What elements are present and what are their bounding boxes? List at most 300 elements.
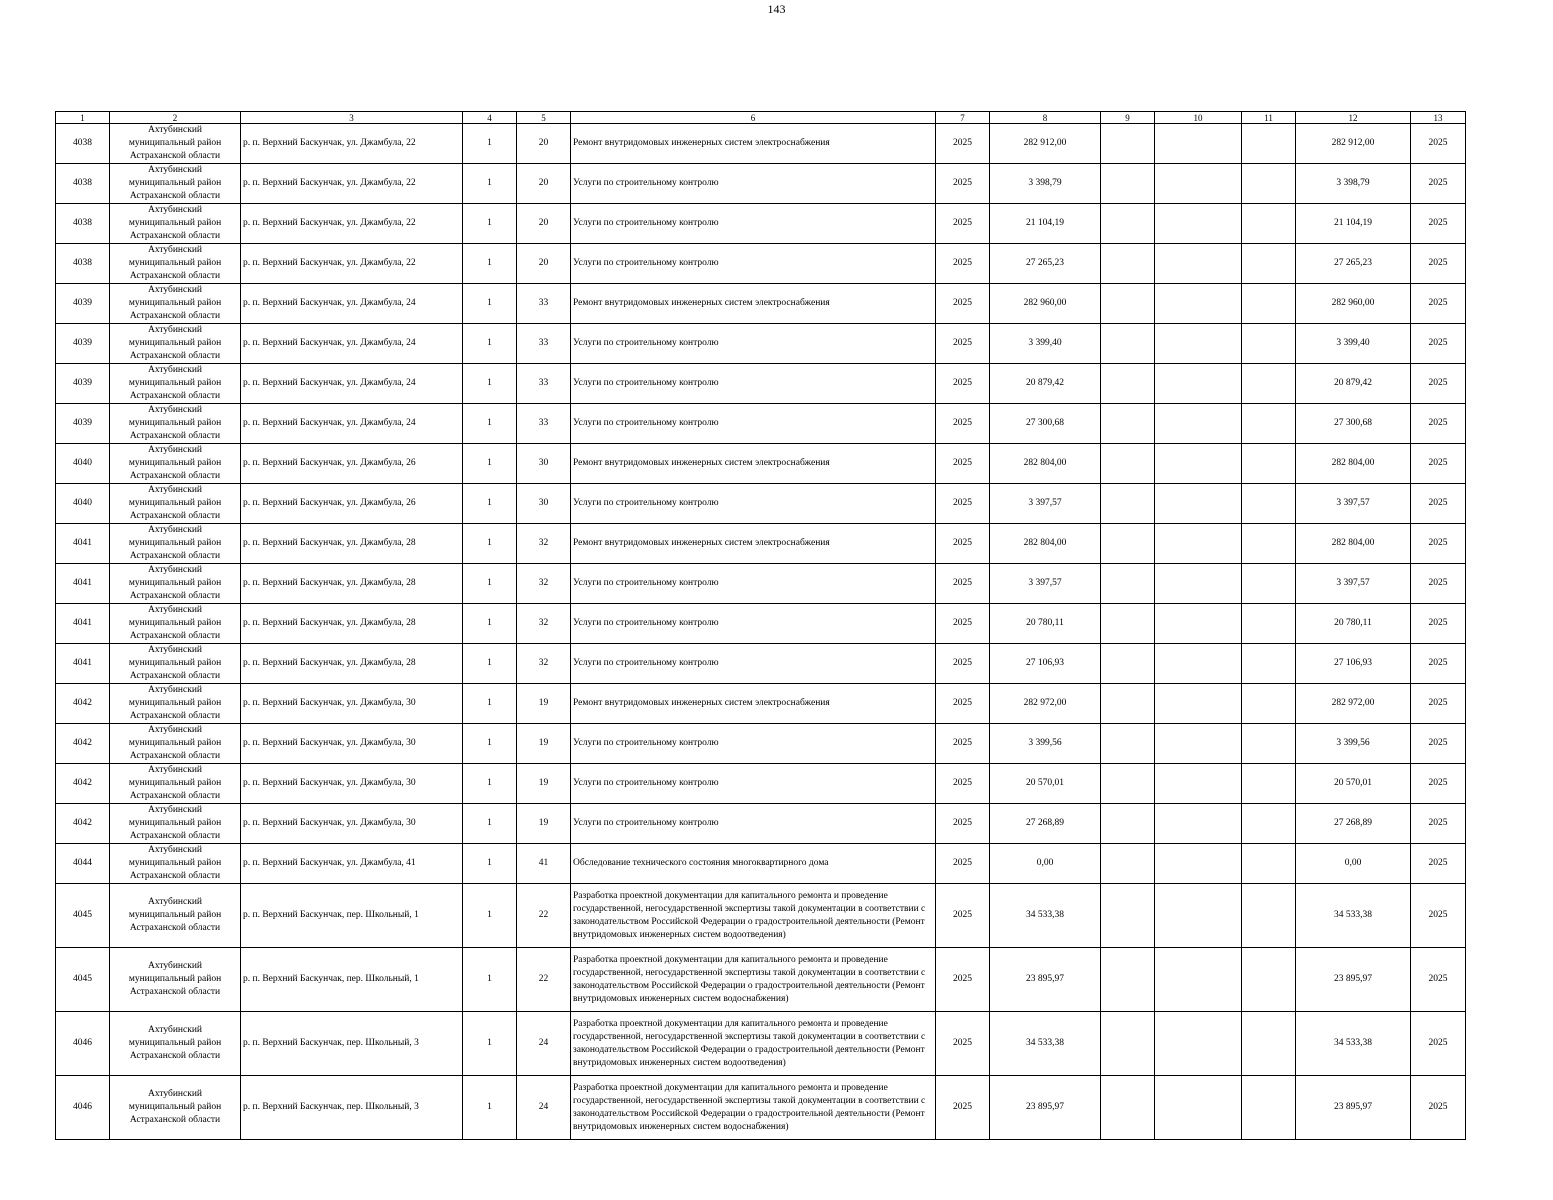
row-number-cell: 4038 [56, 164, 110, 204]
column-header-5: 5 [517, 112, 571, 124]
col-9-value-cell [1101, 404, 1155, 444]
col-12-amount-cell: 282 960,00 [1296, 284, 1411, 324]
col-11-value-cell [1242, 484, 1296, 524]
address-cell: р. п. Верхний Баскунчак, пер. Школьный, 1 [241, 948, 463, 1012]
table-row [56, 444, 1466, 484]
col-11-value-cell [1242, 1076, 1296, 1140]
col-5-value-cell: 32 [517, 644, 571, 684]
col-5-value-cell: 20 [517, 244, 571, 284]
municipality-cell [110, 884, 241, 948]
col-13-year-cell: 2025 [1411, 948, 1466, 1012]
col-4-value-cell: 1 [463, 324, 517, 364]
col-4-value-cell: 1 [463, 484, 517, 524]
col-9-value-cell [1101, 764, 1155, 804]
col-9-value-cell [1101, 604, 1155, 644]
municipality-line: Астраханской области [129, 831, 221, 841]
municipality-line: Ахтубинский [147, 605, 203, 615]
municipality-line: Астраханской области [129, 231, 221, 241]
col-12-amount-cell: 27 300,68 [1296, 404, 1411, 444]
column-number-header [56, 112, 1466, 124]
municipality-line: муниципальный район [128, 458, 222, 468]
work-type-cell: Услуги по строительному контролю [571, 204, 936, 244]
municipality-line: Ахтубинский [147, 165, 203, 175]
col-13-year-cell: 2025 [1411, 404, 1466, 444]
municipality-line: Астраханской области [129, 791, 221, 801]
col-13-year-cell: 2025 [1411, 1012, 1466, 1076]
municipality-line: муниципальный район [128, 578, 222, 588]
col-13-year-cell: 2025 [1411, 724, 1466, 764]
work-type-cell: Ремонт внутридомовых инженерных систем электроснабжения [571, 444, 936, 484]
municipality-cell [110, 948, 241, 1012]
col-7-year-cell: 2025 [936, 284, 990, 324]
row-number-cell: 4041 [56, 644, 110, 684]
col-5-value-cell: 33 [517, 284, 571, 324]
col-7-year-cell: 2025 [936, 484, 990, 524]
row-number-cell: 4040 [56, 484, 110, 524]
col-9-value-cell [1101, 644, 1155, 684]
col-9-value-cell [1101, 364, 1155, 404]
col-4-value-cell: 1 [463, 644, 517, 684]
work-type-cell: Разработка проектной документации для капитального ремонта и проведение государственной, негосударственной экспертизы такой документации в соответствии с законодательством Российской Федерации о градостроительной деятельности (Ремонт внутридомовых инженерных систем водоснабжения) [571, 948, 936, 1012]
col-11-value-cell [1242, 444, 1296, 484]
col-7-year-cell: 2025 [936, 948, 990, 1012]
municipality-line: Астраханской области [129, 871, 221, 881]
col-4-value-cell: 1 [463, 724, 517, 764]
work-type-cell: Услуги по строительному контролю [571, 604, 936, 644]
municipality-line: муниципальный район [128, 1102, 222, 1112]
col-8-amount-cell: 27 268,89 [990, 804, 1101, 844]
col-8-amount-cell: 282 960,00 [990, 284, 1101, 324]
municipality-cell [110, 604, 241, 644]
municipality-line: Ахтубинский [147, 645, 203, 655]
municipality-line: Ахтубинский [147, 365, 203, 375]
municipality-line: муниципальный район [128, 498, 222, 508]
column-header-9: 9 [1101, 112, 1155, 124]
table-row [56, 604, 1466, 644]
col-12-amount-cell: 3 397,57 [1296, 564, 1411, 604]
col-4-value-cell: 1 [463, 1012, 517, 1076]
col-5-value-cell: 22 [517, 884, 571, 948]
col-13-year-cell: 2025 [1411, 884, 1466, 948]
col-4-value-cell: 1 [463, 244, 517, 284]
municipality-cell [110, 364, 241, 404]
col-4-value-cell: 1 [463, 684, 517, 724]
address-cell: р. п. Верхний Баскунчак, ул. Джамбула, 24 [241, 404, 463, 444]
col-10-value-cell [1155, 244, 1242, 284]
col-7-year-cell: 2025 [936, 844, 990, 884]
table-row [56, 404, 1466, 444]
address-cell: р. п. Верхний Баскунчак, ул. Джамбула, 30 [241, 764, 463, 804]
row-number-cell: 4041 [56, 604, 110, 644]
col-12-amount-cell: 3 399,56 [1296, 724, 1411, 764]
col-5-value-cell: 19 [517, 724, 571, 764]
col-7-year-cell: 2025 [936, 1076, 990, 1140]
col-11-value-cell [1242, 564, 1296, 604]
municipality-cell [110, 244, 241, 284]
col-7-year-cell: 2025 [936, 524, 990, 564]
work-type-cell: Разработка проектной документации для капитального ремонта и проведение государственной, негосударственной экспертизы такой документации в соответствии с законодательством Российской Федерации о градостроительной деятельности (Ремонт внутридомовых инженерных систем водоотведения) [571, 1012, 936, 1076]
col-11-value-cell [1242, 164, 1296, 204]
municipality-line: муниципальный район [128, 378, 222, 388]
col-11-value-cell [1242, 124, 1296, 164]
address-cell: р. п. Верхний Баскунчак, ул. Джамбула, 41 [241, 844, 463, 884]
address-cell: р. п. Верхний Баскунчак, ул. Джамбула, 30 [241, 804, 463, 844]
column-header-10: 10 [1155, 112, 1242, 124]
col-10-value-cell [1155, 1076, 1242, 1140]
table-row [56, 1076, 1466, 1140]
work-type-cell: Ремонт внутридомовых инженерных систем электроснабжения [571, 284, 936, 324]
col-4-value-cell: 1 [463, 404, 517, 444]
col-8-amount-cell: 282 972,00 [990, 684, 1101, 724]
col-12-amount-cell: 21 104,19 [1296, 204, 1411, 244]
col-5-value-cell: 24 [517, 1012, 571, 1076]
col-7-year-cell: 2025 [936, 724, 990, 764]
col-13-year-cell: 2025 [1411, 244, 1466, 284]
municipality-cell [110, 1076, 241, 1140]
row-number-cell: 4039 [56, 364, 110, 404]
table-row [56, 364, 1466, 404]
work-type-cell: Услуги по строительному контролю [571, 484, 936, 524]
col-8-amount-cell: 23 895,97 [990, 948, 1101, 1012]
table-row [56, 884, 1466, 948]
municipality-line: Астраханской области [129, 191, 221, 201]
column-header-6: 6 [571, 112, 936, 124]
col-5-value-cell: 32 [517, 524, 571, 564]
municipality-line: Астраханской области [129, 511, 221, 521]
municipality-line: Ахтубинский [147, 405, 203, 415]
col-8-amount-cell: 20 570,01 [990, 764, 1101, 804]
address-cell: р. п. Верхний Баскунчак, ул. Джамбула, 28 [241, 604, 463, 644]
column-header-3: 3 [241, 112, 463, 124]
col-11-value-cell [1242, 804, 1296, 844]
table-row [56, 244, 1466, 284]
municipality-line: Астраханской области [129, 551, 221, 561]
table-row [56, 764, 1466, 804]
municipality-line: муниципальный район [128, 258, 222, 268]
col-4-value-cell: 1 [463, 204, 517, 244]
table-row [56, 564, 1466, 604]
col-8-amount-cell: 0,00 [990, 844, 1101, 884]
municipality-cell [110, 124, 241, 164]
municipality-line: муниципальный район [128, 178, 222, 188]
col-10-value-cell [1155, 884, 1242, 948]
municipality-cell [110, 324, 241, 364]
municipality-line: Астраханской области [129, 923, 221, 933]
col-8-amount-cell: 34 533,38 [990, 1012, 1101, 1076]
col-4-value-cell: 1 [463, 764, 517, 804]
col-9-value-cell [1101, 324, 1155, 364]
col-13-year-cell: 2025 [1411, 764, 1466, 804]
col-13-year-cell: 2025 [1411, 644, 1466, 684]
col-9-value-cell [1101, 884, 1155, 948]
col-10-value-cell [1155, 684, 1242, 724]
municipality-line: Ахтубинский [147, 897, 203, 907]
work-type-cell: Услуги по строительному контролю [571, 364, 936, 404]
repair-schedule-table [55, 111, 1466, 1140]
col-11-value-cell [1242, 364, 1296, 404]
col-11-value-cell [1242, 644, 1296, 684]
col-4-value-cell: 1 [463, 1076, 517, 1140]
address-cell: р. п. Верхний Баскунчак, ул. Джамбула, 28 [241, 644, 463, 684]
column-header-2: 2 [110, 112, 241, 124]
col-4-value-cell: 1 [463, 124, 517, 164]
column-header-7: 7 [936, 112, 990, 124]
work-type-cell: Разработка проектной документации для капитального ремонта и проведение государственной, негосударственной экспертизы такой документации в соответствии с законодательством Российской Федерации о градостроительной деятельности (Ремонт внутридомовых инженерных систем водоснабжения) [571, 1076, 936, 1140]
municipality-line: Ахтубинский [147, 565, 203, 575]
col-8-amount-cell: 3 397,57 [990, 564, 1101, 604]
work-type-cell: Услуги по строительному контролю [571, 724, 936, 764]
municipality-line: муниципальный район [128, 618, 222, 628]
row-number-cell: 4038 [56, 124, 110, 164]
municipality-cell [110, 764, 241, 804]
col-4-value-cell: 1 [463, 884, 517, 948]
municipality-line: Астраханской области [129, 1115, 221, 1125]
municipality-line: Астраханской области [129, 271, 221, 281]
col-13-year-cell: 2025 [1411, 204, 1466, 244]
municipality-cell [110, 484, 241, 524]
col-4-value-cell: 1 [463, 604, 517, 644]
address-cell: р. п. Верхний Баскунчак, пер. Школьный, 3 [241, 1076, 463, 1140]
row-number-cell: 4042 [56, 684, 110, 724]
col-12-amount-cell: 20 879,42 [1296, 364, 1411, 404]
col-12-amount-cell: 3 397,57 [1296, 484, 1411, 524]
work-type-cell: Разработка проектной документации для капитального ремонта и проведение государственной, негосударственной экспертизы такой документации в соответствии с законодательством Российской Федерации о градостроительной деятельности (Ремонт внутридомовых инженерных систем водоотведения) [571, 884, 936, 948]
col-10-value-cell [1155, 764, 1242, 804]
col-12-amount-cell: 27 268,89 [1296, 804, 1411, 844]
col-11-value-cell [1242, 884, 1296, 948]
col-4-value-cell: 1 [463, 804, 517, 844]
col-12-amount-cell: 0,00 [1296, 844, 1411, 884]
table-row [56, 724, 1466, 764]
work-type-cell: Ремонт внутридомовых инженерных систем электроснабжения [571, 684, 936, 724]
municipality-line: Ахтубинский [147, 485, 203, 495]
row-number-cell: 4045 [56, 884, 110, 948]
col-7-year-cell: 2025 [936, 684, 990, 724]
municipality-line: Астраханской области [129, 151, 221, 161]
work-type-cell: Услуги по строительному контролю [571, 644, 936, 684]
col-7-year-cell: 2025 [936, 364, 990, 404]
col-5-value-cell: 33 [517, 324, 571, 364]
municipality-cell [110, 724, 241, 764]
work-type-cell: Услуги по строительному контролю [571, 564, 936, 604]
col-12-amount-cell: 282 912,00 [1296, 124, 1411, 164]
col-13-year-cell: 2025 [1411, 444, 1466, 484]
municipality-line: Ахтубинский [147, 685, 203, 695]
col-11-value-cell [1242, 1012, 1296, 1076]
work-type-cell: Обследование технического состояния многоквартирного дома [571, 844, 936, 884]
col-10-value-cell [1155, 948, 1242, 1012]
column-header-11: 11 [1242, 112, 1296, 124]
col-4-value-cell: 1 [463, 524, 517, 564]
col-10-value-cell [1155, 524, 1242, 564]
col-9-value-cell [1101, 1012, 1155, 1076]
col-9-value-cell [1101, 164, 1155, 204]
address-cell: р. п. Верхний Баскунчак, ул. Джамбула, 24 [241, 284, 463, 324]
municipality-line: Астраханской области [129, 1051, 221, 1061]
address-cell: р. п. Верхний Баскунчак, ул. Джамбула, 22 [241, 244, 463, 284]
col-10-value-cell [1155, 564, 1242, 604]
row-number-cell: 4038 [56, 244, 110, 284]
col-7-year-cell: 2025 [936, 884, 990, 948]
col-9-value-cell [1101, 804, 1155, 844]
col-4-value-cell: 1 [463, 948, 517, 1012]
col-5-value-cell: 33 [517, 404, 571, 444]
table-row [56, 164, 1466, 204]
work-type-cell: Услуги по строительному контролю [571, 804, 936, 844]
municipality-line: муниципальный район [128, 738, 222, 748]
municipality-cell [110, 684, 241, 724]
row-number-cell: 4039 [56, 404, 110, 444]
col-11-value-cell [1242, 404, 1296, 444]
municipality-line: Ахтубинский [147, 1089, 203, 1099]
municipality-line: Астраханской области [129, 591, 221, 601]
address-cell: р. п. Верхний Баскунчак, ул. Джамбула, 26 [241, 484, 463, 524]
col-13-year-cell: 2025 [1411, 124, 1466, 164]
col-8-amount-cell: 282 912,00 [990, 124, 1101, 164]
municipality-line: муниципальный район [128, 858, 222, 868]
work-type-cell: Ремонт внутридомовых инженерных систем электроснабжения [571, 524, 936, 564]
col-8-amount-cell: 3 398,79 [990, 164, 1101, 204]
col-5-value-cell: 30 [517, 444, 571, 484]
col-13-year-cell: 2025 [1411, 844, 1466, 884]
address-cell: р. п. Верхний Баскунчак, ул. Джамбула, 30 [241, 724, 463, 764]
col-13-year-cell: 2025 [1411, 324, 1466, 364]
row-number-cell: 4039 [56, 284, 110, 324]
col-13-year-cell: 2025 [1411, 164, 1466, 204]
col-11-value-cell [1242, 948, 1296, 1012]
municipality-line: муниципальный район [128, 1038, 222, 1048]
col-12-amount-cell: 282 972,00 [1296, 684, 1411, 724]
municipality-line: муниципальный район [128, 818, 222, 828]
row-number-cell: 4046 [56, 1012, 110, 1076]
municipality-cell [110, 804, 241, 844]
col-4-value-cell: 1 [463, 364, 517, 404]
address-cell: р. п. Верхний Баскунчак, ул. Джамбула, 28 [241, 524, 463, 564]
municipality-line: Ахтубинский [147, 125, 203, 135]
col-4-value-cell: 1 [463, 164, 517, 204]
col-8-amount-cell: 3 397,57 [990, 484, 1101, 524]
municipality-line: Ахтубинский [147, 445, 203, 455]
municipality-line: Ахтубинский [147, 765, 203, 775]
col-11-value-cell [1242, 324, 1296, 364]
municipality-line: Ахтубинский [147, 285, 203, 295]
municipality-line: Астраханской области [129, 311, 221, 321]
municipality-line: Ахтубинский [147, 205, 203, 215]
col-10-value-cell [1155, 1012, 1242, 1076]
address-cell: р. п. Верхний Баскунчак, ул. Джамбула, 22 [241, 204, 463, 244]
page-number: 143 [767, 2, 786, 16]
col-7-year-cell: 2025 [936, 244, 990, 284]
col-11-value-cell [1242, 524, 1296, 564]
column-header-8: 8 [990, 112, 1101, 124]
municipality-line: муниципальный район [128, 658, 222, 668]
table-row [56, 1012, 1466, 1076]
work-type-cell: Услуги по строительному контролю [571, 404, 936, 444]
municipality-line: муниципальный район [128, 418, 222, 428]
col-7-year-cell: 2025 [936, 404, 990, 444]
col-13-year-cell: 2025 [1411, 1076, 1466, 1140]
col-7-year-cell: 2025 [936, 204, 990, 244]
municipality-line: Астраханской области [129, 471, 221, 481]
col-8-amount-cell: 34 533,38 [990, 884, 1101, 948]
col-4-value-cell: 1 [463, 564, 517, 604]
col-13-year-cell: 2025 [1411, 604, 1466, 644]
municipality-line: Ахтубинский [147, 1025, 203, 1035]
col-10-value-cell [1155, 844, 1242, 884]
col-9-value-cell [1101, 244, 1155, 284]
municipality-cell [110, 404, 241, 444]
row-number-cell: 4042 [56, 724, 110, 764]
col-10-value-cell [1155, 484, 1242, 524]
col-7-year-cell: 2025 [936, 564, 990, 604]
municipality-cell [110, 1012, 241, 1076]
col-10-value-cell [1155, 124, 1242, 164]
col-4-value-cell: 1 [463, 444, 517, 484]
work-type-cell: Услуги по строительному контролю [571, 164, 936, 204]
col-12-amount-cell: 23 895,97 [1296, 948, 1411, 1012]
col-5-value-cell: 20 [517, 164, 571, 204]
municipality-cell [110, 524, 241, 564]
col-10-value-cell [1155, 164, 1242, 204]
municipality-cell [110, 844, 241, 884]
address-cell: р. п. Верхний Баскунчак, пер. Школьный, 3 [241, 1012, 463, 1076]
municipality-line: муниципальный район [128, 298, 222, 308]
col-10-value-cell [1155, 804, 1242, 844]
municipality-line: Ахтубинский [147, 845, 203, 855]
col-11-value-cell [1242, 284, 1296, 324]
col-11-value-cell [1242, 244, 1296, 284]
row-number-cell: 4041 [56, 524, 110, 564]
col-9-value-cell [1101, 524, 1155, 564]
column-header-13: 13 [1411, 112, 1466, 124]
table-row [56, 124, 1466, 164]
table-row [56, 644, 1466, 684]
col-12-amount-cell: 20 570,01 [1296, 764, 1411, 804]
address-cell: р. п. Верхний Баскунчак, ул. Джамбула, 28 [241, 564, 463, 604]
col-7-year-cell: 2025 [936, 164, 990, 204]
municipality-line: Ахтубинский [147, 325, 203, 335]
col-9-value-cell [1101, 724, 1155, 764]
municipality-line: муниципальный район [128, 698, 222, 708]
table-row [56, 204, 1466, 244]
col-7-year-cell: 2025 [936, 444, 990, 484]
table-row [56, 484, 1466, 524]
col-9-value-cell [1101, 204, 1155, 244]
municipality-line: Астраханской области [129, 351, 221, 361]
address-cell: р. п. Верхний Баскунчак, ул. Джамбула, 30 [241, 684, 463, 724]
col-10-value-cell [1155, 324, 1242, 364]
col-5-value-cell: 20 [517, 124, 571, 164]
col-12-amount-cell: 34 533,38 [1296, 1012, 1411, 1076]
municipality-line: Астраханской области [129, 631, 221, 641]
municipality-line: Ахтубинский [147, 961, 203, 971]
col-10-value-cell [1155, 284, 1242, 324]
municipality-cell [110, 564, 241, 604]
col-12-amount-cell: 27 106,93 [1296, 644, 1411, 684]
municipality-cell [110, 284, 241, 324]
col-11-value-cell [1242, 724, 1296, 764]
municipality-cell [110, 644, 241, 684]
col-5-value-cell: 33 [517, 364, 571, 404]
col-5-value-cell: 24 [517, 1076, 571, 1140]
col-13-year-cell: 2025 [1411, 684, 1466, 724]
municipality-cell [110, 444, 241, 484]
col-7-year-cell: 2025 [936, 1012, 990, 1076]
column-header-1: 1 [56, 112, 110, 124]
municipality-cell [110, 204, 241, 244]
col-7-year-cell: 2025 [936, 764, 990, 804]
col-8-amount-cell: 3 399,56 [990, 724, 1101, 764]
